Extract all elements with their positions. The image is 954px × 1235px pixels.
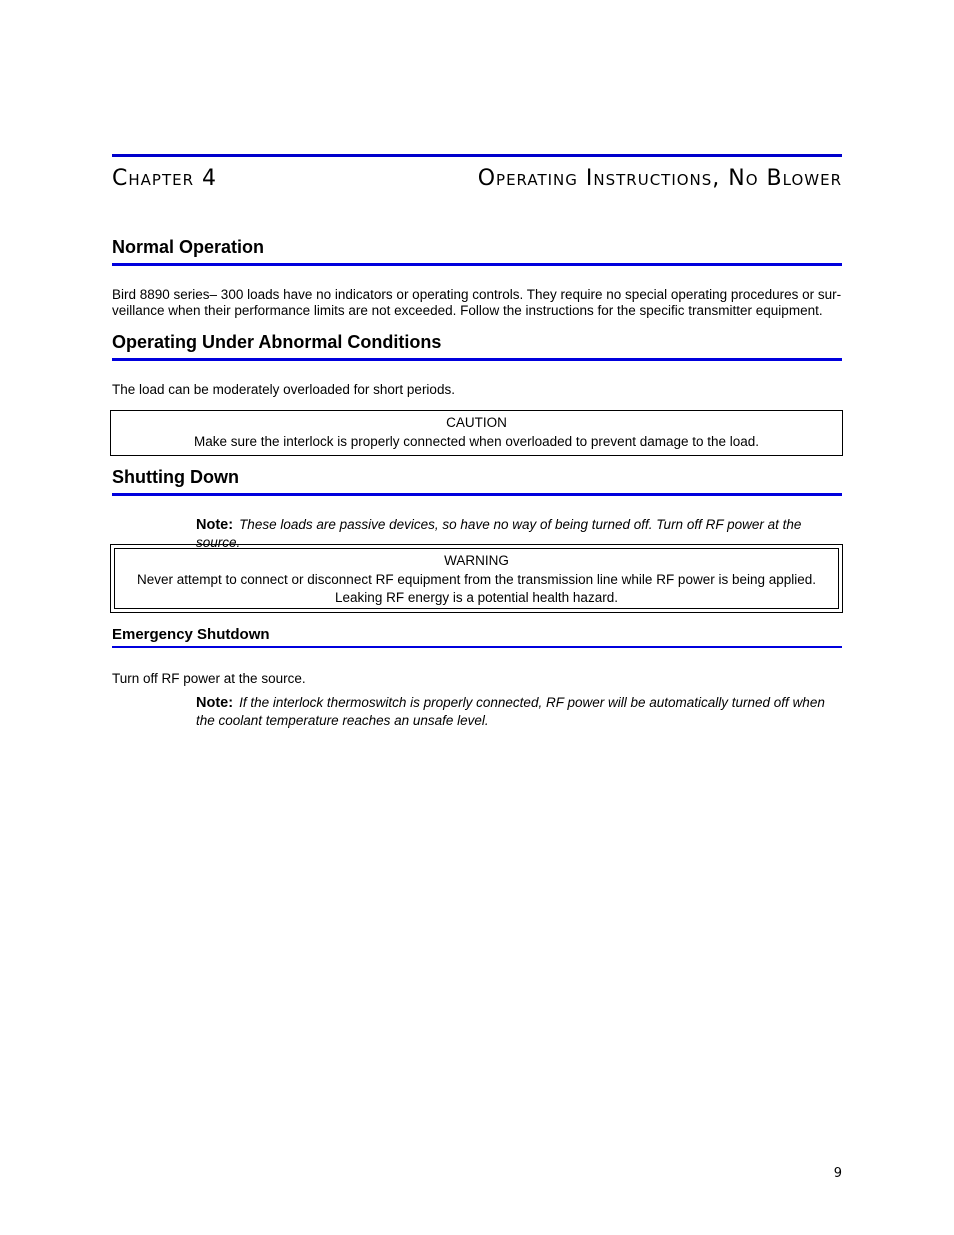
heading-rule (112, 358, 842, 361)
warning-inner-box (114, 548, 839, 609)
chapter-title: Operating Instructions, No Blower (477, 166, 842, 191)
note-text: If the interlock thermoswitch is properly connected, RF power will be automatically turned off when (239, 695, 825, 710)
note-label: Note: (196, 517, 234, 533)
emergency-paragraph: Turn off RF power at the source. (112, 671, 306, 686)
caution-text: Make sure the interlock is properly connected when overloaded to prevent damage to the load. (193, 434, 760, 449)
page-number: 9 (833, 1166, 842, 1181)
caution-title: CAUTION (446, 415, 507, 430)
warning-text: Never attempt to connect or disconnect RF equipment from the transmission line while RF power is being applied. (136, 571, 817, 587)
warning-box (110, 544, 843, 613)
chapter-header (112, 166, 842, 196)
note-label: Note: (196, 695, 234, 711)
normal-operation-paragraph (112, 287, 842, 319)
caution-box (110, 410, 843, 456)
note-text: These loads are passive devices, so have no way of being turned off. Turn off RF power at the source. (196, 517, 802, 550)
paragraph-line: veillance when their performance limits are not exceeded. Follow the instructions for the specific transmitter equipment. (112, 303, 823, 318)
heading-abnormal-conditions: Operating Under Abnormal Conditions (112, 332, 442, 352)
warning-text: Leaking RF energy is a potential health hazard. (335, 590, 618, 605)
paragraph-line: Bird 8890 series– 300 loads have no indicators or operating controls. They require no special operating procedures or sur- (112, 287, 842, 302)
chapter-number: Chapter 4 (112, 166, 217, 191)
note-text: the coolant temperature reaches an unsafe level. (196, 713, 489, 728)
heading-rule (112, 646, 842, 648)
chapter-top-rule (112, 154, 842, 157)
heading-rule (112, 263, 842, 266)
abnormal-paragraph: The load can be moderately overloaded for short periods. (112, 382, 455, 397)
heading-normal-operation: Normal Operation (112, 237, 265, 257)
warning-title: WARNING (444, 553, 509, 568)
heading-emergency-shutdown: Emergency Shutdown (112, 626, 270, 643)
emergency-note (196, 694, 842, 729)
heading-shutting-down: Shutting Down (112, 467, 239, 487)
heading-rule (112, 493, 842, 496)
